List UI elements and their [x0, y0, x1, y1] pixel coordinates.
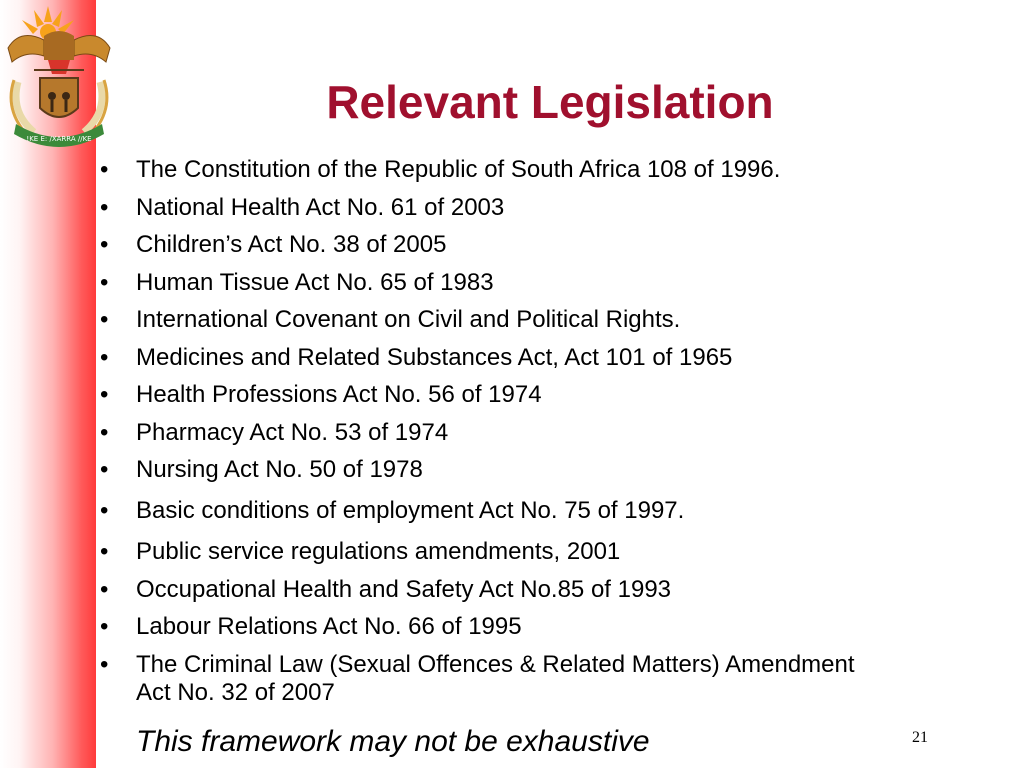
bullet-icon: • — [100, 575, 109, 603]
bullet-icon: • — [100, 650, 109, 678]
list-item-text: National Health Act No. 61 of 2003 — [136, 193, 505, 221]
slide-title: Relevant Legislation — [326, 76, 774, 128]
list-item — [98, 344, 978, 372]
bullet-icon: • — [100, 231, 109, 258]
list-item-text: Occupational Health and Safety Act No.85 of 1993 — [136, 575, 672, 603]
list-item-text: Pharmacy Act No. 53 of 1974 — [136, 418, 449, 446]
bullet-icon: • — [100, 497, 109, 524]
list-item — [98, 306, 978, 334]
list-item-text: International Covenant on Civil and Political Rights. — [136, 306, 681, 333]
list-item-text: The Constitution of the Republic of South Africa 108 of 1996. — [136, 156, 781, 183]
list-item — [98, 231, 978, 259]
list-item — [98, 538, 978, 566]
bullet-icon: • — [100, 456, 109, 483]
bullet-icon: • — [100, 306, 109, 333]
list-item — [98, 613, 978, 641]
list-item — [98, 156, 978, 184]
list-item-text: Labour Relations Act No. 66 of 1995 — [136, 613, 522, 640]
list-item-text: Medicines and Related Substances Act, Act 101 of 1965 — [136, 343, 733, 371]
bullet-icon: • — [100, 418, 109, 446]
bullet-icon: • — [100, 193, 109, 221]
list-item — [98, 194, 978, 222]
list-item — [98, 576, 978, 604]
list-item — [98, 456, 978, 484]
bullet-icon: • — [100, 268, 109, 296]
list-item-text: Human Tissue Act No. 65 of 1983 — [136, 268, 494, 296]
coat-of-arms-icon — [0, 0, 118, 150]
footnote: This framework may not be exhaustive — [136, 725, 650, 758]
list-item-text: Public service regulations amendments, 2001 — [136, 538, 621, 565]
bullet-icon: • — [100, 538, 109, 565]
list-item-text: Basic conditions of employment Act No. 75 of 1997. — [136, 497, 685, 524]
list-item-text: The Criminal Law (Sexual Offences & Related Matters) Amendment Act No. 32 of 2007 — [136, 650, 855, 706]
list-item — [98, 651, 978, 707]
list-item-text: Nursing Act No. 50 of 1978 — [136, 456, 423, 483]
bullet-icon: • — [100, 343, 109, 371]
list-item-text: Children’s Act No. 38 of 2005 — [136, 231, 447, 258]
page-number: 21 — [912, 729, 928, 746]
bullet-icon: • — [100, 613, 109, 640]
list-item-text: Health Professions Act No. 56 of 1974 — [136, 381, 542, 408]
bullet-icon: • — [100, 381, 109, 408]
legislation-list — [98, 156, 978, 711]
list-item — [98, 381, 978, 409]
list-item — [98, 269, 978, 297]
bullet-icon: • — [100, 156, 109, 183]
list-item — [98, 497, 978, 525]
list-item — [98, 419, 978, 447]
svg-text:!KE E: /XARRA //KE: !KE E: /XARRA //KE — [26, 135, 92, 143]
